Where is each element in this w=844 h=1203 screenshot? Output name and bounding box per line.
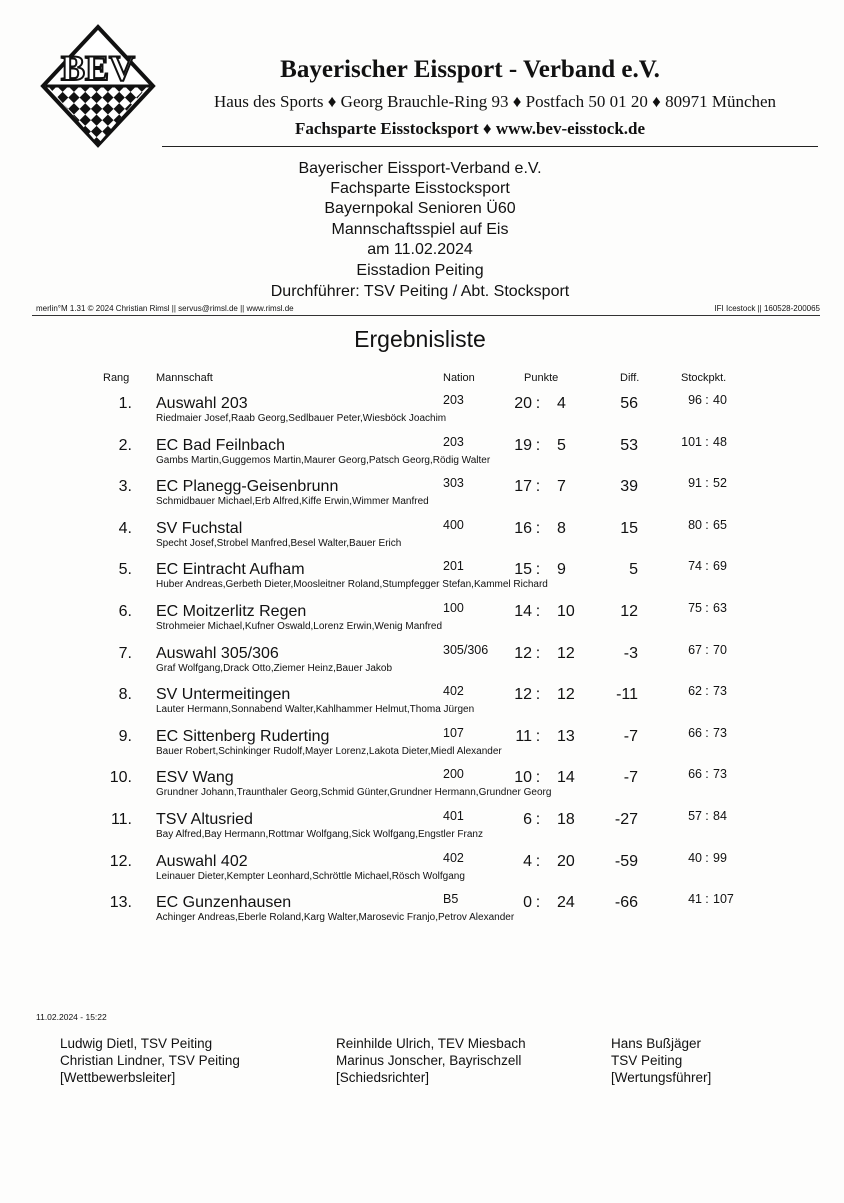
row-team-name: SV Untermeitingen — [156, 686, 291, 704]
row-stock-points-against: 65 — [713, 517, 727, 532]
row-stock-points-against: 99 — [713, 850, 727, 865]
row-stock-separator: : — [705, 767, 709, 782]
row-stock-points-against: 70 — [713, 642, 727, 657]
row-points-won: 17 — [514, 478, 532, 496]
row-difference: -7 — [623, 727, 638, 745]
row-rank: 1. — [118, 395, 132, 412]
signature-line: Reinhilde Ulrich, TEV Miesbach — [336, 1036, 526, 1051]
row-players: Huber Andreas,Gerbeth Dieter,Moosleitner Roland,Stumpfegger Stefan,Kammel Richard — [156, 579, 548, 591]
row-rank: 10. — [109, 769, 132, 787]
signature-competition-director — [60, 1035, 240, 1086]
row-stock-points-for: 91 — [688, 476, 702, 491]
row-points-separator: : — [535, 519, 541, 537]
row-rank: 13. — [109, 894, 132, 912]
row-stock-separator: : — [705, 809, 709, 823]
row-points-lost: 24 — [557, 894, 575, 912]
row-team-name: EC Planegg-Geisenbrunn — [156, 478, 339, 496]
row-points-separator: : — [535, 894, 541, 912]
row-points-separator: : — [535, 478, 541, 496]
row-stock-separator: : — [705, 434, 709, 449]
row-difference: -66 — [614, 894, 638, 912]
row-rank: 4. — [118, 519, 132, 537]
row-stock-points-for: 62 — [688, 684, 702, 699]
row-stock-points-against: 73 — [713, 684, 727, 699]
row-rank: 5. — [118, 561, 132, 579]
row-players: Lauter Hermann,Sonnabend Walter,Kahlhammer Helmut,Thoma Jürgen — [156, 704, 475, 716]
results-title: Ergebnisliste — [354, 326, 486, 352]
row-stock-points-for: 66 — [688, 767, 702, 782]
row-stock-points-for: 66 — [688, 725, 702, 740]
row-stock-separator: : — [705, 642, 709, 657]
event-line-7: Durchführer: TSV Peiting / Abt. Stocksport — [270, 283, 570, 300]
row-difference: -59 — [614, 852, 638, 870]
row-points-won: 14 — [514, 603, 532, 620]
row-rank: 12. — [109, 852, 132, 870]
row-rank: 2. — [118, 436, 132, 454]
header-nation: Nation — [443, 372, 475, 384]
row-players: Graf Wolfgang,Drack Otto,Ziemer Heinz,Bauer Jakob — [156, 662, 393, 674]
event-line-3: Bayernpokal Senioren Ü60 — [324, 200, 516, 217]
header-rank: Rang — [103, 372, 130, 384]
row-stock-separator: : — [705, 559, 709, 574]
row-stock-points-for: 41 — [688, 892, 702, 907]
row-stock-separator: : — [705, 476, 709, 491]
row-difference: -3 — [623, 644, 638, 662]
row-difference: 39 — [620, 478, 638, 496]
row-players: Schmidbauer Michael,Erb Alfred,Kiffe Erwin,Wimmer Manfred — [156, 496, 429, 508]
org-address: Haus des Sports ♦ Georg Brauchle-Ring 93 ♦ Postfach 50 01 20 ♦ 80971 München — [213, 92, 777, 111]
row-nation: 201 — [443, 559, 464, 574]
signature-line: Christian Lindner, TSV Peiting — [60, 1053, 240, 1068]
row-points-separator: : — [535, 686, 541, 704]
row-points-lost: 18 — [557, 811, 575, 828]
row-nation: 402 — [443, 684, 464, 699]
row-stock-separator: : — [705, 684, 709, 699]
row-points-lost: 9 — [557, 561, 566, 579]
row-stock-separator: : — [705, 892, 709, 907]
row-difference: 5 — [629, 561, 638, 579]
ifi-reference: IFI Icestock || 160528-200065 — [714, 304, 820, 313]
row-stock-points-for: 75 — [688, 601, 702, 615]
logo-text: BEV — [60, 48, 136, 88]
letterhead-divider — [162, 146, 818, 147]
row-points-lost: 10 — [557, 603, 575, 620]
row-stock-points-for: 80 — [688, 517, 702, 532]
row-stock-points-against: 69 — [713, 559, 727, 574]
row-players: Grundner Johann,Traunthaler Georg,Schmid Günter,Grundner Hermann,Grundner Georg — [156, 787, 552, 799]
print-timestamp: 11.02.2024 - 15:22 — [36, 1012, 107, 1022]
row-points-separator: : — [535, 603, 541, 620]
row-difference: 12 — [620, 603, 638, 620]
row-points-lost: 14 — [557, 769, 575, 787]
row-difference: -7 — [623, 769, 638, 787]
row-rank: 8. — [118, 686, 132, 704]
signature-line: Hans Bußjäger — [611, 1036, 702, 1051]
row-nation: 305/306 — [443, 642, 489, 657]
row-team-name: Auswahl 402 — [156, 852, 248, 870]
row-points-won: 0 — [523, 894, 532, 912]
row-team-name: ESV Wang — [156, 769, 234, 787]
row-points-separator: : — [535, 561, 541, 579]
row-stock-separator: : — [705, 517, 709, 532]
row-nation: B5 — [443, 892, 459, 907]
signature-line: Ludwig Dietl, TSV Peiting — [60, 1036, 213, 1051]
row-points-separator: : — [535, 436, 541, 454]
row-stock-separator: : — [705, 601, 709, 615]
signature-role: [Wettbewerbsleiter] — [60, 1070, 176, 1085]
row-rank: 9. — [118, 727, 132, 745]
row-stock-separator: : — [705, 850, 709, 865]
row-stock-points-for: 96 — [688, 393, 702, 407]
row-points-won: 16 — [514, 519, 532, 537]
event-line-5: am 11.02.2024 — [367, 241, 473, 258]
row-team-name: Auswahl 305/306 — [156, 644, 279, 662]
row-stock-separator: : — [705, 393, 709, 407]
event-line-1: Bayerischer Eissport-Verband e.V. — [298, 160, 542, 177]
row-rank: 11. — [110, 811, 132, 828]
row-rank: 6. — [118, 603, 132, 620]
row-players: Bauer Robert,Schinkinger Rudolf,Mayer Lorenz,Lakota Dieter,Miedl Alexander — [156, 745, 502, 757]
row-stock-points-against: 40 — [713, 393, 727, 407]
signature-scorekeeper — [611, 1035, 711, 1086]
row-points-separator: : — [535, 811, 541, 828]
row-nation: 107 — [443, 725, 464, 740]
row-team-name: Auswahl 203 — [156, 395, 248, 412]
row-rank: 3. — [118, 478, 132, 496]
row-points-lost: 13 — [557, 727, 575, 745]
org-website: Fachsparte Eisstocksport ♦ www.bev-eisstock.de — [294, 119, 646, 138]
row-stock-points-against: 107 — [713, 892, 734, 907]
row-stock-points-against: 52 — [713, 476, 727, 491]
signature-referee — [336, 1035, 526, 1086]
header-team: Mannschaft — [156, 372, 213, 384]
row-team-name: EC Moitzerlitz Regen — [156, 603, 307, 620]
row-stock-points-for: 101 — [681, 434, 702, 449]
row-points-lost: 5 — [557, 436, 566, 454]
row-points-won: 19 — [514, 436, 532, 454]
row-stock-points-against: 84 — [713, 809, 727, 823]
row-difference: 15 — [620, 519, 638, 537]
row-stock-points-for: 40 — [688, 850, 702, 865]
row-rank: 7. — [118, 644, 132, 662]
row-points-won: 11 — [515, 727, 532, 745]
row-points-lost: 20 — [557, 852, 575, 870]
row-nation: 203 — [443, 393, 464, 407]
row-players: Bay Alfred,Bay Hermann,Rottmar Wolfgang,Sick Wolfgang,Engstler Franz — [156, 829, 483, 840]
bev-logo — [40, 24, 156, 148]
row-points-won: 20 — [514, 395, 532, 412]
row-team-name: EC Bad Feilnbach — [156, 436, 285, 454]
row-team-name: EC Sittenberg Ruderting — [156, 727, 330, 745]
row-stock-points-against: 63 — [713, 601, 727, 615]
row-points-won: 6 — [523, 811, 532, 828]
signature-line: TSV Peiting — [611, 1053, 683, 1068]
row-points-won: 12 — [514, 686, 532, 704]
row-nation: 200 — [443, 767, 464, 782]
row-stock-points-for: 74 — [688, 559, 702, 574]
row-difference: 53 — [620, 436, 638, 454]
row-players: Achinger Andreas,Eberle Roland,Karg Walter,Marosevic Franjo,Petrov Alexander — [156, 912, 515, 924]
row-team-name: EC Eintracht Aufham — [156, 561, 305, 579]
row-stock-separator: : — [705, 725, 709, 740]
row-points-separator: : — [535, 644, 541, 662]
row-points-separator: : — [535, 852, 541, 870]
row-nation: 100 — [443, 601, 464, 615]
event-line-2: Fachsparte Eisstocksport — [330, 180, 510, 197]
meta-divider — [32, 315, 820, 316]
row-points-won: 12 — [514, 644, 532, 662]
row-points-separator: : — [535, 395, 541, 412]
row-players: Leinauer Dieter,Kempter Leonhard,Schröttle Michael,Rösch Wolfgang — [156, 870, 465, 882]
signature-line: Marinus Jonscher, Bayrischzell — [336, 1053, 522, 1068]
row-nation: 400 — [443, 517, 464, 532]
row-nation: 203 — [443, 434, 464, 449]
row-points-lost: 8 — [557, 519, 566, 537]
signature-role: [Schiedsrichter] — [336, 1070, 430, 1085]
row-points-lost: 12 — [557, 686, 575, 704]
row-points-separator: : — [535, 769, 541, 787]
row-players: Specht Josef,Strobel Manfred,Besel Walter,Bauer Erich — [156, 537, 402, 549]
row-difference: -27 — [614, 811, 638, 828]
row-players: Riedmaier Josef,Raab Georg,Sedlbauer Peter,Wiesböck Joachim — [156, 413, 447, 424]
row-stock-points-against: 73 — [713, 725, 727, 740]
row-stock-points-against: 48 — [713, 434, 727, 449]
header-diff: Diff. — [620, 372, 640, 384]
row-nation: 402 — [443, 850, 464, 865]
row-points-won: 4 — [523, 852, 532, 870]
header-stock-points: Stockpkt. — [681, 372, 727, 384]
event-line-6: Eisstadion Peiting — [356, 262, 484, 279]
row-team-name: SV Fuchstal — [156, 519, 243, 537]
row-points-lost: 12 — [557, 644, 575, 662]
row-players: Strohmeier Michael,Kufner Oswald,Lorenz Erwin,Wenig Manfred — [156, 621, 443, 632]
row-team-name: EC Gunzenhausen — [156, 894, 292, 912]
row-team-name: TSV Altusried — [156, 811, 253, 828]
row-nation: 401 — [443, 809, 464, 823]
header-points: Punkte — [524, 372, 559, 384]
software-credit: merlin°M 1.31 © 2024 Christian Rimsl || servus@rimsl.de || www.rimsl.de — [36, 304, 294, 313]
signature-role: [Wertungsführer] — [611, 1070, 712, 1085]
row-points-separator: : — [535, 727, 541, 745]
row-points-won: 15 — [514, 561, 532, 579]
row-points-lost: 4 — [557, 395, 566, 412]
row-nation: 303 — [443, 476, 464, 491]
row-players: Gambs Martin,Guggemos Martin,Maurer Georg,Patsch Georg,Rödig Walter — [156, 454, 491, 466]
row-stock-points-against: 73 — [713, 767, 727, 782]
row-difference: 56 — [620, 395, 638, 412]
org-name: Bayerischer Eissport - Verband e.V. — [280, 56, 660, 83]
row-difference: -11 — [616, 686, 638, 704]
row-stock-points-for: 57 — [688, 809, 702, 823]
event-line-4: Mannschaftsspiel auf Eis — [331, 221, 509, 238]
row-stock-points-for: 67 — [688, 642, 702, 657]
row-points-won: 10 — [514, 769, 532, 787]
row-points-lost: 7 — [557, 478, 566, 496]
